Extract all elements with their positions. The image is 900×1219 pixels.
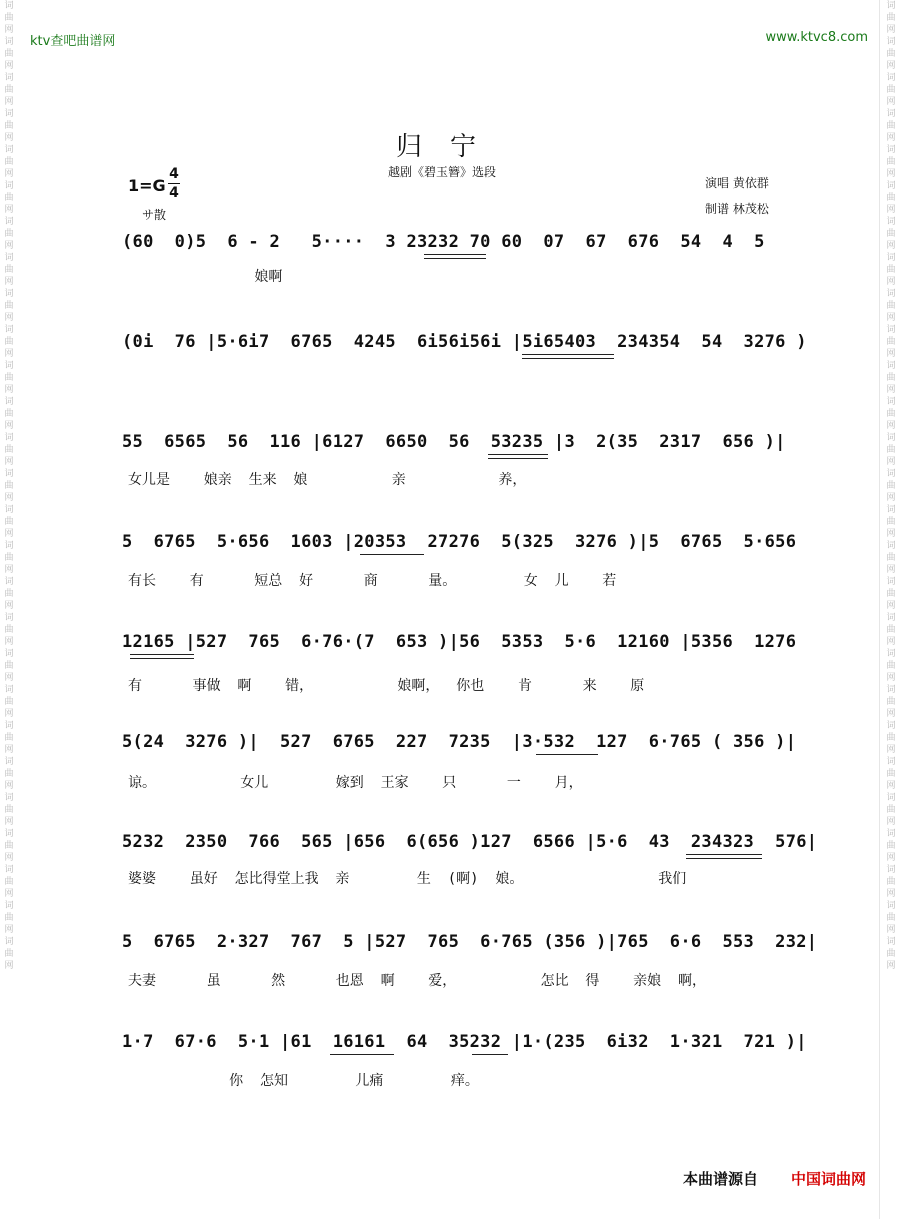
- singer-credit: 演唱 黄依群: [705, 176, 769, 190]
- beam-line: [330, 1054, 394, 1055]
- page-border-line: [879, 0, 880, 1219]
- score-line-4: 5 6765 5·656 1603 |20353 27276 5(325 3276 )|5 6765 5·656: [122, 532, 797, 552]
- tempo-marking: サ散: [142, 208, 167, 222]
- score-line-3: 55 6565 56 116 |6127 6650 56 53235 |3 2(35 2317 656 )|: [122, 432, 786, 452]
- lyric-line-1: 娘啊: [128, 269, 283, 285]
- site-name-left[interactable]: ktv查吧曲谱网: [30, 34, 116, 49]
- lyric-line-7: 婆婆 虽好 怎比得堂上我 亲 生 (啊) 娘。 我们: [128, 871, 687, 887]
- beam-line: [424, 258, 486, 259]
- meter-top: 4: [169, 166, 179, 182]
- beam-line: [686, 858, 762, 859]
- beam-line: [130, 654, 194, 655]
- beam-line: [424, 254, 486, 255]
- lyric-line-3: 女儿是 娘亲 生来 娘 亲 养，: [128, 472, 527, 488]
- score-line-5: 12165 |527 765 6·76·(7 653 )|56 5353 5·6 12160 |5356 1276: [122, 632, 797, 652]
- meter-bottom: 4: [169, 185, 179, 201]
- lyric-line-9: 你 怎知 儿痛 痒。: [128, 1073, 479, 1089]
- beam-line: [522, 354, 614, 355]
- arranger-credit: 制谱 林茂松: [705, 202, 769, 216]
- beam-line: [686, 854, 762, 855]
- footer-source-label: 本曲谱源自: [682, 1170, 758, 1188]
- subtitle: 越剧《碧玉簪》选段: [388, 165, 497, 179]
- score-line-6: 5(24 3276 )| 527 6765 227 7235 |3·532 127 6·765 ( 356 )|: [122, 732, 797, 752]
- beam-line: [472, 1054, 508, 1055]
- footer-site-link[interactable]: 中国词曲网: [790, 1170, 866, 1188]
- time-signature: [168, 166, 180, 201]
- lyric-line-6: 谅。 女儿 嫁到 王家 只 一 月，: [128, 775, 583, 791]
- beam-line: [522, 358, 614, 359]
- lyric-line-4: 有长 有 短总 好 商 量。 女 儿 若: [128, 573, 617, 589]
- beam-line: [488, 458, 548, 459]
- watermark-left: 词 曲 网 词 曲 网 词 曲 网 词 曲 网 词 曲 网 词 曲 网 词 曲 网 词 曲 网 词 曲 网 词 曲 网 词 曲 网 词 曲 网 词 曲 网 词 曲 网 词 曲 网 词 曲 网 词 曲 网 词 曲 网 词 曲 网 词 曲 网 词 曲 网 词 曲 网 词 曲 网 词 曲 网 词 曲 网 词 曲 网 词 曲 网: [4, 1, 14, 971]
- site-url-right[interactable]: www.ktvc8.com: [765, 30, 868, 45]
- beam-line: [130, 658, 194, 659]
- watermark-right: 词 曲 网 词 曲 网 词 曲 网 词 曲 网 词 曲 网 词 曲 网 词 曲 网 词 曲 网 词 曲 网 词 曲 网 词 曲 网 词 曲 网 词 曲 网 词 曲 网 词 曲 网 词 曲 网 词 曲 网 词 曲 网 词 曲 网 词 曲 网 词 曲 网 词 曲 网 词 曲 网 词 曲 网 词 曲 网 词 曲 网 词 曲 网: [886, 1, 896, 971]
- lyric-line-8: 夫妻 虽 然 也恩 啊 爱， 怎比 得 亲娘 啊，: [128, 973, 707, 989]
- meter-bar: [168, 183, 180, 184]
- beam-line: [488, 454, 548, 455]
- score-line-9: 1·7 67·6 5·1 |61 16161 64 35232 |1·(235 6i32 1·321 721 )|: [122, 1032, 807, 1052]
- lyric-line-5: 有 事做 啊 错， 娘啊， 你也 肯 来 原: [128, 678, 645, 694]
- score-line-2: (0i 76 |5·6i7 6765 4245 6i56i56i |5i65403 234354 54 3276 ): [122, 332, 807, 352]
- page-title: 归宁: [395, 132, 504, 162]
- beam-line: [360, 554, 424, 555]
- score-line-7: 5232 2350 766 565 |656 6(656 )127 6566 |5·6 43 234323 576|: [122, 832, 818, 852]
- beam-line: [536, 754, 598, 755]
- score-line-8: 5 6765 2·327 767 5 |527 765 6·765 (356 )|765 6·6 553 232|: [122, 932, 818, 952]
- score-line-1: (60 0)5 6 - 2 5···· 3 23232 70 60 07 67 676 54 4 5: [122, 232, 765, 252]
- key-signature: 1=G: [128, 176, 166, 195]
